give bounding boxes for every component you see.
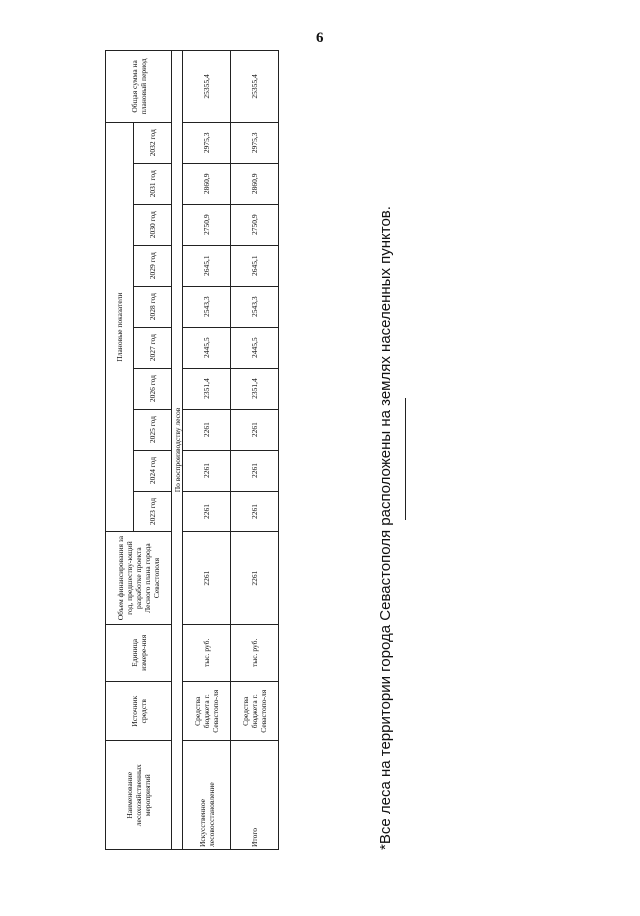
cell-year-value: 2543,3 bbox=[183, 286, 231, 327]
cell-year-value: 2351,4 bbox=[183, 368, 231, 409]
cell-source: Средства бюджета г. Севастопо-ля bbox=[183, 682, 231, 741]
header-year: 2032 год bbox=[134, 122, 172, 163]
financing-table bbox=[105, 50, 279, 850]
cell-year-value: 2261 bbox=[231, 491, 279, 532]
cell-year-value: 2445,5 bbox=[183, 327, 231, 368]
cell-year-value: 2645,1 bbox=[183, 245, 231, 286]
section-label: По воспроизводству лесов bbox=[172, 51, 183, 850]
header-preceding-year: Объем финансирования за год, предшеству-ющий разработке проекта Лесного плана города Севастополя bbox=[106, 532, 172, 624]
header-source: Источник средств bbox=[106, 682, 172, 741]
cell-year-value: 2645,1 bbox=[231, 245, 279, 286]
table-row bbox=[231, 51, 279, 850]
cell-activity: Искусственное лесовосстановление bbox=[183, 741, 231, 850]
header-year: 2026 год bbox=[134, 368, 172, 409]
cell-total: 25355,4 bbox=[231, 51, 279, 123]
cell-unit: тыс. руб. bbox=[183, 624, 231, 681]
cell-year-value: 2445,5 bbox=[231, 327, 279, 368]
cell-total: 25355,4 bbox=[183, 51, 231, 123]
rotated-page-content bbox=[105, 50, 394, 850]
cell-year-value: 2750,9 bbox=[231, 204, 279, 245]
cell-source: Средства бюджета г. Севастопо-ля bbox=[231, 682, 279, 741]
cell-year-value: 2750,9 bbox=[183, 204, 231, 245]
page-number: 6 bbox=[316, 30, 324, 46]
header-total: Общая сумма на плановый период bbox=[106, 51, 172, 123]
separator-line bbox=[405, 398, 406, 520]
cell-preceding: 2261 bbox=[231, 532, 279, 624]
header-year: 2028 год bbox=[134, 286, 172, 327]
cell-year-value: 2261 bbox=[231, 450, 279, 491]
table-row bbox=[183, 51, 231, 850]
header-year: 2027 год bbox=[134, 327, 172, 368]
header-planned-group: Плановые показатели bbox=[106, 122, 134, 532]
header-activity: Наименование лесохозяйственных мероприятий bbox=[106, 741, 172, 850]
footnote: *Все леса на территории города Севастополя расположены на землях населенных пунктов. bbox=[377, 206, 394, 850]
cell-year-value: 2261 bbox=[231, 409, 279, 450]
cell-preceding: 2261 bbox=[183, 532, 231, 624]
header-year: 2025 год bbox=[134, 409, 172, 450]
cell-year-value: 2351,4 bbox=[231, 368, 279, 409]
cell-year-value: 2975,3 bbox=[183, 122, 231, 163]
cell-year-value: 2261 bbox=[183, 491, 231, 532]
header-year: 2023 год bbox=[134, 491, 172, 532]
cell-year-value: 2860,9 bbox=[183, 163, 231, 204]
cell-year-value: 2860,9 bbox=[231, 163, 279, 204]
cell-activity: Итого bbox=[231, 741, 279, 850]
header-year: 2031 год bbox=[134, 163, 172, 204]
header-row-main bbox=[106, 51, 134, 850]
cell-year-value: 2975,3 bbox=[231, 122, 279, 163]
cell-year-value: 2261 bbox=[183, 409, 231, 450]
header-unit: Единица измере-ния bbox=[106, 624, 172, 681]
header-year: 2024 год bbox=[134, 450, 172, 491]
cell-year-value: 2261 bbox=[183, 450, 231, 491]
header-year: 2029 год bbox=[134, 245, 172, 286]
header-year: 2030 год bbox=[134, 204, 172, 245]
cell-year-value: 2543,3 bbox=[231, 286, 279, 327]
cell-unit: тыс. руб. bbox=[231, 624, 279, 681]
section-row bbox=[172, 51, 183, 850]
